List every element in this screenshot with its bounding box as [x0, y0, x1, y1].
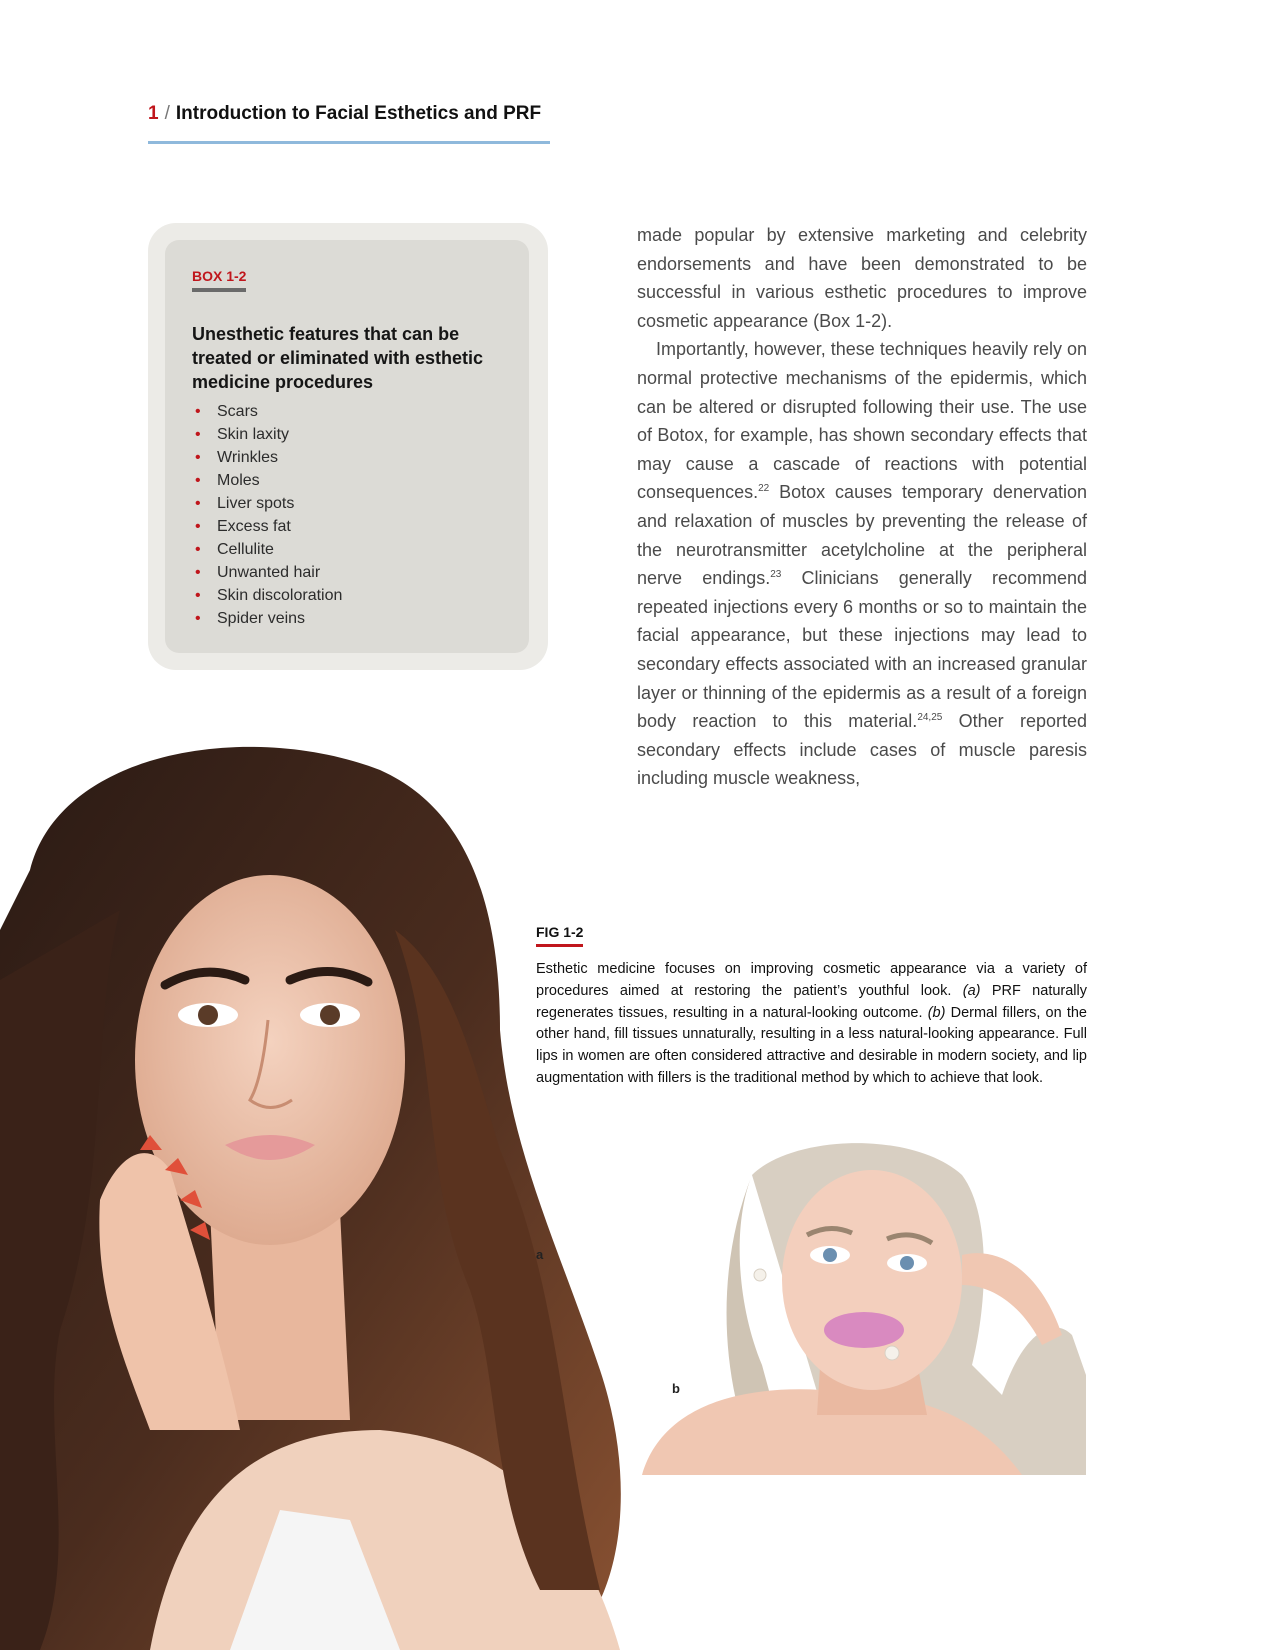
panel-label-a: a	[536, 1247, 544, 1262]
list-item: • Spider veins	[192, 607, 342, 630]
bullet-icon: •	[195, 518, 201, 535]
figure-label: FIG 1-2	[536, 924, 583, 947]
running-header	[148, 103, 550, 144]
body-text	[637, 221, 1087, 793]
box-list	[192, 400, 342, 630]
chapter-title: Introduction to Facial Esthetics and PRF	[175, 103, 542, 124]
chapter-number: 1	[148, 103, 159, 124]
paragraph: made popular by extensive marketing and celebrity endorsements and have been demonstrated to be successful in various esthetic procedures to improve cosmetic appearance (Box 1-2).	[637, 225, 1087, 331]
bullet-icon: •	[195, 587, 201, 604]
box-1-2	[148, 223, 548, 670]
list-item: • Moles	[192, 469, 342, 492]
list-item: • Excess fat	[192, 515, 342, 538]
figure-caption: Esthetic medicine focuses on improving cosmetic appearance via a variety of procedures aimed at restoring the patient’s youthful look. (a) PRF naturally regenerates tissues, resulting in a natural-looking outcome. (b) Dermal fillers, on the other hand, fill tissues unnaturally, resulting in a less natural-looking appearance. Full lips in women are often considered attractive and desirable in modern society, and lip augmentation with fillers is the traditional method by which to achieve that look.	[536, 961, 1087, 1086]
caption-tag-a: (a)	[962, 982, 981, 999]
list-item: • Skin laxity	[192, 423, 342, 446]
box-panel	[165, 240, 529, 653]
list-item: • Skin discoloration	[192, 584, 342, 607]
bullet-icon: •	[195, 426, 201, 443]
bullet-icon: •	[195, 449, 201, 466]
bullet-icon: •	[195, 472, 201, 489]
list-item: • Liver spots	[192, 492, 342, 515]
caption-tag-b: (b)	[927, 1004, 946, 1021]
list-item: • Scars	[192, 400, 342, 423]
figure-photo-b	[642, 1135, 1086, 1475]
reference: 22	[758, 483, 770, 495]
panel-label-b: b	[672, 1381, 680, 1396]
box-title: Unesthetic features that can be treated or eliminated with esthetic medicine procedures	[192, 324, 484, 392]
bullet-icon: •	[195, 564, 201, 581]
list-item: • Cellulite	[192, 538, 342, 561]
box-label: BOX 1-2	[192, 268, 246, 292]
list-item: • Wrinkles	[192, 446, 342, 469]
reference: 24,25	[917, 712, 943, 724]
bullet-icon: •	[195, 403, 201, 420]
header-separator: /	[164, 103, 170, 124]
reference: 23	[770, 569, 782, 581]
list-item: • Unwanted hair	[192, 561, 342, 584]
bullet-icon: •	[195, 541, 201, 558]
bullet-icon: •	[195, 495, 201, 512]
bullet-icon: •	[195, 610, 201, 627]
paragraph: Importantly, however, these techniques heavily rely on normal protective mechanisms of the epidermis, which can be altered or disrupted following their use. The use of Botox, for example, has shown secondary effects that may cause a cascade of reactions with potential consequences.$^{22}$ Botox causes temporary denervation and relaxation of muscles by preventing the release of the neurotransmitter acetylcholine at the peripheral nerve endings.$^{23}$ Clinicians generally recommend repeated injections every 6 months or so to maintain the facial appearance, but these injections may lead to secondary effects associated with an increased granular layer or thinning of the epidermis as a result of a foreign body reaction to this material.$^{24,25}$ Other reported secondary effects include cases of muscle paresis including muscle weakness,	[637, 339, 1087, 789]
figure-photo-a	[0, 730, 640, 1650]
